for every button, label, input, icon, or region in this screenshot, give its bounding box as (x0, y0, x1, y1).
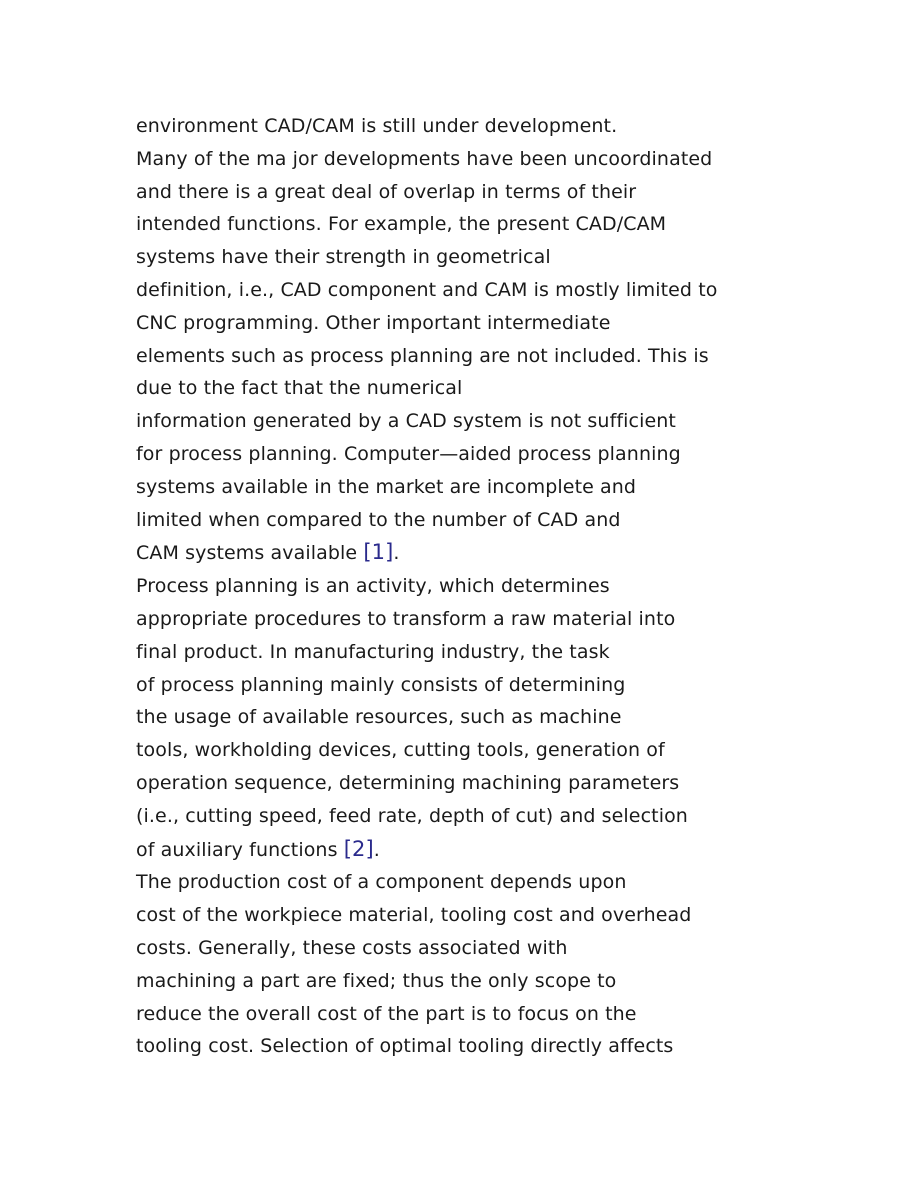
text-line: cost of the workpiece material, tooling cost and overhead (136, 904, 692, 927)
text-line: tooling cost. Selection of optimal tooling directly affects (136, 1035, 674, 1058)
text-line: tools, workholding devices, cutting tools, generation of (136, 739, 665, 762)
text-line: systems have their strength in geometrical (136, 246, 551, 269)
text-line: the usage of available resources, such as machine (136, 706, 622, 729)
text-line: environment CAD/CAM is still under development. (136, 115, 618, 137)
text-line: for process planning. Computer—aided process planning (136, 442, 681, 465)
text-line: and there is a great deal of overlap in terms of their (136, 180, 637, 203)
text-line: limited when compared to the number of CAD and (136, 508, 621, 531)
text-line: costs. Generally, these costs associated with (136, 936, 568, 959)
text-line: elements such as process planning are not included. This is (136, 344, 709, 367)
text-line: operation sequence, determining machining parameters (136, 771, 680, 794)
body-text (136, 110, 796, 1063)
text-line: reduce the overall cost of the part is to focus on the (136, 1002, 637, 1025)
text-line: of auxiliary functions [2]. (136, 836, 380, 861)
text-line: systems available in the market are incomplete and (136, 475, 637, 498)
citation-link[interactable]: [2] (343, 836, 374, 861)
text-line: information generated by a CAD system is not sufficient (136, 410, 676, 433)
text-line: appropriate procedures to transform a raw material into (136, 607, 676, 630)
text-line: intended functions. For example, the present CAD/CAM (136, 213, 667, 236)
text-line: due to the fact that the numerical (136, 377, 463, 400)
text-line: Many of the ma jor developments have been uncoordinated (136, 147, 713, 170)
text-line: (i.e., cutting speed, feed rate, depth of cut) and selection (136, 804, 688, 827)
text-line: of process planning mainly consists of determining (136, 673, 626, 696)
text-line: The production cost of a component depends upon (136, 871, 627, 894)
text-line: CAM systems available [1]. (136, 540, 400, 565)
text-line: machining a part are fixed; thus the only scope to (136, 969, 617, 992)
text-line: definition, i.e., CAD component and CAM is mostly limited to (136, 278, 718, 301)
text-line: Process planning is an activity, which determines (136, 575, 610, 598)
citation-link[interactable]: [1] (363, 540, 394, 565)
text-line: CNC programming. Other important intermediate (136, 311, 611, 334)
text-line: final product. In manufacturing industry, the task (136, 640, 610, 663)
